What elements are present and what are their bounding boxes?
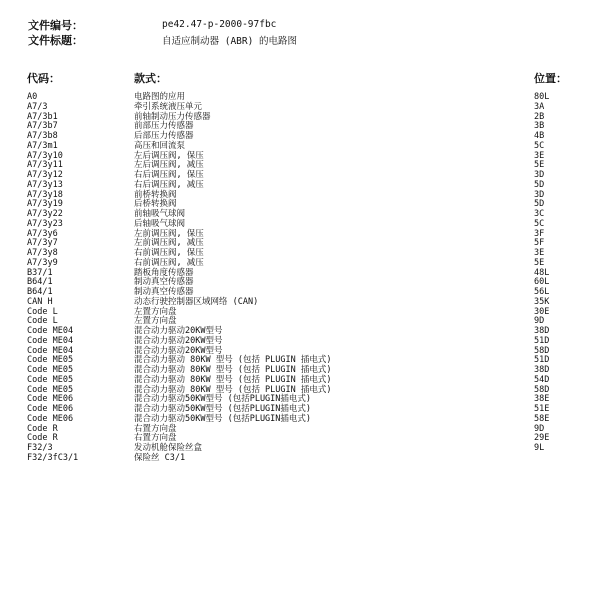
row-code: Code ME04 (27, 345, 74, 356)
row-code: A7/3m1 (27, 140, 58, 151)
row-code: Code R (27, 433, 58, 444)
doc-number-row (28, 17, 297, 32)
row-model: 前轴制动压力传感器 (134, 111, 211, 122)
row-code: A7/3y13 (27, 179, 63, 190)
row-model: 左置方向盘 (134, 316, 177, 327)
table-row (0, 278, 603, 288)
doc-title-value: 自适应制动器 (ABR) 的电路图 (162, 35, 298, 47)
table-row (0, 308, 603, 318)
table-row (0, 337, 603, 347)
row-model: 混合动力驱动50KW型号 (包括PLUGIN插电式) (134, 413, 312, 424)
row-code: Code ME04 (27, 335, 74, 346)
row-code: Code ME05 (27, 374, 74, 385)
row-code: A7/3y11 (27, 160, 63, 171)
row-model: 左前调压阀, 减压 (134, 238, 204, 249)
table-row (0, 444, 603, 454)
row-model: 高压和回流泵 (134, 140, 186, 151)
table-row (0, 122, 603, 132)
row-position: 3F (534, 228, 545, 239)
table-row (0, 230, 603, 240)
row-model: 混合动力驱动 80KW 型号 (包括 PLUGIN 插电式) (134, 355, 332, 366)
row-position: 3E (534, 248, 545, 258)
row-model: 左后调压阀, 减压 (134, 160, 204, 171)
row-model: 前部压力传感器 (134, 121, 194, 132)
doc-title-label: 文件标题： (28, 33, 83, 47)
row-model: 制动真空传感器 (134, 277, 194, 288)
table-row (0, 454, 603, 464)
row-position: 51D (534, 335, 550, 346)
row-model: 后部压力传感器 (134, 131, 194, 141)
row-model: 混合动力驱动50KW型号 (包括PLUGIN插电式) (134, 404, 312, 414)
row-code: A7/3y23 (27, 218, 63, 229)
row-model: 发动机舱保险丝盒 (134, 443, 203, 453)
table-row (0, 317, 603, 327)
row-model: 电路图的应用 (134, 92, 186, 102)
row-model: 右置方向盘 (134, 433, 177, 444)
row-position: 5E (534, 257, 545, 268)
row-model: 右后调压阀, 保压 (134, 170, 204, 180)
row-code: A7/3y7 (27, 238, 58, 249)
row-model: 右后调压阀, 减压 (134, 179, 204, 190)
table-row (0, 200, 603, 210)
row-code: Code ME06 (27, 394, 74, 405)
table-row (0, 152, 603, 162)
table-row (0, 132, 603, 142)
row-model: 右置方向盘 (134, 423, 177, 434)
table-row (0, 259, 603, 269)
row-code: A7/3 (27, 101, 48, 112)
row-position: 58D (534, 345, 550, 356)
table-row (0, 210, 603, 220)
table-row (0, 239, 603, 249)
row-code: B64/1 (27, 287, 53, 297)
document-meta (28, 17, 297, 47)
row-position: 58D (534, 384, 550, 395)
row-code: A0 (27, 92, 38, 102)
row-model: 左前调压阀, 保压 (134, 228, 204, 239)
doc-title-row (28, 32, 297, 47)
row-position: 5D (534, 199, 545, 210)
row-position: 3B (534, 121, 545, 132)
row-position: 4B (534, 131, 545, 141)
row-position: 2B (534, 111, 545, 122)
row-position: 30E (534, 306, 550, 317)
row-position: 9L (534, 443, 545, 453)
row-code: A7/3y9 (27, 257, 58, 268)
table-row (0, 191, 603, 201)
row-code: A7/3b1 (27, 111, 58, 122)
row-position: 3A (534, 101, 545, 112)
row-code: Code ME06 (27, 413, 74, 424)
row-code: Code L (27, 316, 58, 327)
table-row (0, 434, 603, 444)
row-position: 9D (534, 423, 545, 434)
row-model: 后轴吸气球阀 (134, 218, 186, 229)
row-model: 后桥转换阀 (134, 199, 177, 210)
row-code: Code ME05 (27, 365, 74, 375)
row-position: 60L (534, 277, 550, 288)
row-position: 3D (534, 170, 545, 180)
row-position: 51E (534, 404, 550, 414)
table-row (0, 298, 603, 308)
row-position: 38D (534, 365, 550, 375)
table-row (0, 425, 603, 435)
row-position: 5C (534, 140, 545, 151)
row-model: 混合动力驱动 80KW 型号 (包括 PLUGIN 插电式) (134, 384, 332, 395)
row-position: 58E (534, 413, 550, 424)
row-code: CAN H (27, 296, 53, 307)
table-row (0, 327, 603, 337)
table-row (0, 415, 603, 425)
table-header (0, 70, 603, 84)
row-code: Code ME05 (27, 384, 74, 395)
table-row (0, 93, 603, 103)
row-code: A7/3b8 (27, 131, 58, 141)
header-position: 位置： (534, 72, 567, 85)
table-row (0, 171, 603, 181)
row-model: 前轴吸气球阀 (134, 209, 186, 219)
row-code: Code ME04 (27, 326, 74, 336)
row-code: A7/3y12 (27, 170, 63, 180)
row-model: 前桥转换阀 (134, 189, 177, 200)
table-row (0, 161, 603, 171)
row-model: 混合动力驱动 80KW 型号 (包括 PLUGIN 插电式) (134, 374, 332, 385)
table-row (0, 142, 603, 152)
row-position: 3D (534, 189, 545, 200)
row-model: 右前调压阀, 减压 (134, 257, 204, 268)
row-code: Code ME05 (27, 355, 74, 366)
header-model: 款式： (134, 72, 167, 85)
row-model: 踏板角度传感器 (134, 267, 194, 278)
row-position: 5E (534, 160, 545, 171)
row-code: A7/3y10 (27, 150, 63, 161)
row-position: 3C (534, 209, 545, 219)
row-model: 保险丝 C3/1 (134, 452, 186, 463)
row-model: 牵引系统液压单元 (134, 101, 203, 112)
table-row (0, 181, 603, 191)
table-row (0, 288, 603, 298)
row-model: 混合动力驱动20KW型号 (134, 335, 223, 346)
row-position: 5F (534, 238, 545, 249)
row-position: 38E (534, 394, 550, 405)
row-code: A7/3y8 (27, 248, 58, 258)
row-position: 9D (534, 316, 545, 327)
row-model: 制动真空传感器 (134, 287, 194, 297)
row-code: F32/3 (27, 443, 53, 453)
table-row (0, 220, 603, 230)
row-position: 80L (534, 92, 550, 102)
row-code: Code R (27, 423, 58, 434)
row-code: A7/3y18 (27, 189, 63, 200)
row-position: 3E (534, 150, 545, 161)
row-position: 5C (534, 218, 545, 229)
row-model: 左后调压阀, 保压 (134, 150, 204, 161)
table-row (0, 113, 603, 123)
component-table (0, 93, 603, 464)
row-position: 35K (534, 296, 550, 307)
row-code: A7/3y22 (27, 209, 63, 219)
row-model: 混合动力驱动20KW型号 (134, 345, 223, 356)
row-code: A7/3y6 (27, 228, 58, 239)
row-model: 混合动力驱动50KW型号 (包括PLUGIN插电式) (134, 394, 312, 405)
row-code: B64/1 (27, 277, 53, 288)
header-code: 代码： (27, 72, 60, 85)
doc-number-label: 文件编号： (28, 18, 83, 32)
doc-number-value: pe42.47-p-2000-97fbc (162, 19, 277, 30)
table-row (0, 249, 603, 259)
row-code: F32/3fC3/1 (27, 452, 79, 463)
row-code: A7/3y19 (27, 199, 63, 210)
row-position: 5D (534, 179, 545, 190)
row-position: 38D (534, 326, 550, 336)
row-code: A7/3b7 (27, 121, 58, 132)
table-row (0, 269, 603, 279)
row-model: 右前调压阀, 保压 (134, 248, 204, 258)
row-position: 54D (534, 374, 550, 385)
row-model: 左置方向盘 (134, 306, 177, 317)
row-code: Code L (27, 306, 58, 317)
row-code: B37/1 (27, 267, 53, 278)
row-position: 48L (534, 267, 550, 278)
row-model: 混合动力驱动20KW型号 (134, 326, 223, 336)
row-position: 56L (534, 287, 550, 297)
row-model: 混合动力驱动 80KW 型号 (包括 PLUGIN 插电式) (134, 365, 332, 375)
row-code: Code ME06 (27, 404, 74, 414)
row-model: 动态行驶控制器区域网络 (CAN) (134, 296, 259, 307)
row-position: 51D (534, 355, 550, 366)
table-row (0, 103, 603, 113)
row-position: 29E (534, 433, 550, 444)
